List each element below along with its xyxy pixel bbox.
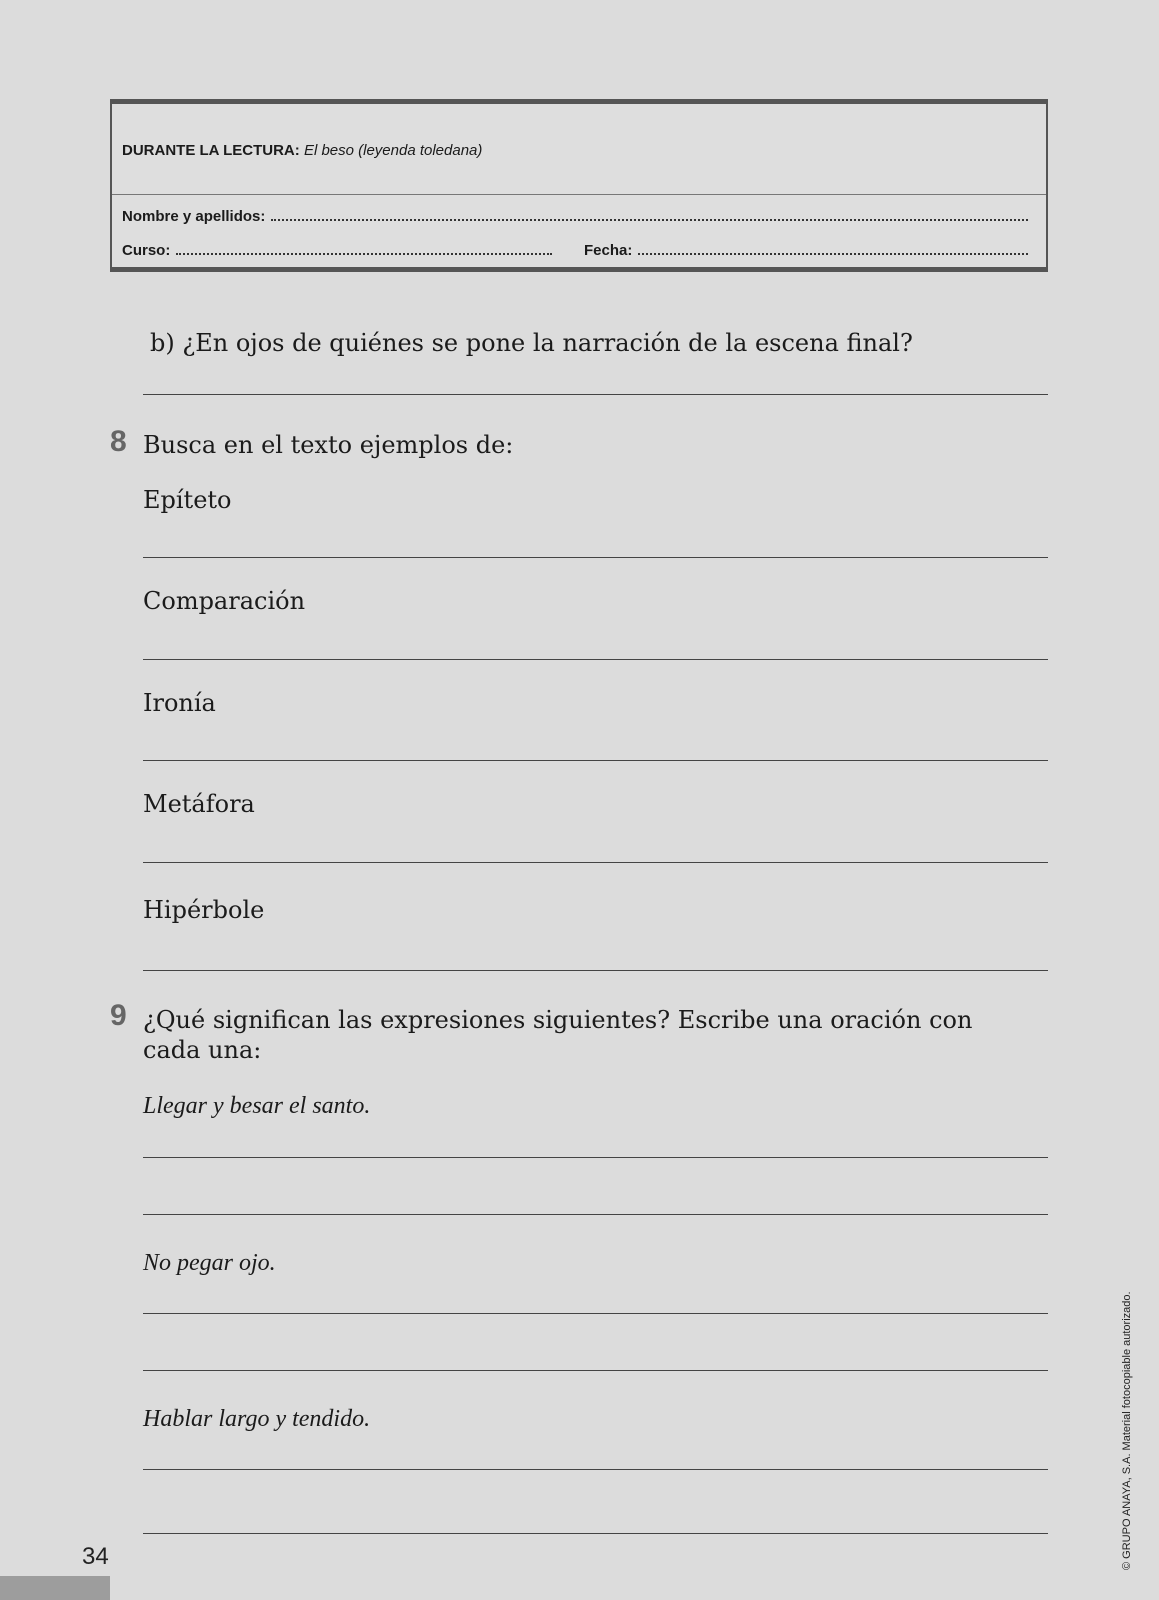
answer-line[interactable] [143, 862, 1048, 863]
answer-line[interactable] [143, 659, 1048, 660]
answer-line[interactable] [143, 760, 1048, 761]
date-label: Fecha: [584, 242, 633, 259]
expression-1: Llegar y besar el santo. [143, 1093, 371, 1119]
date-field[interactable] [584, 241, 1028, 259]
answer-line[interactable] [143, 557, 1048, 558]
expression-2: No pegar ojo. [143, 1250, 276, 1276]
answer-line[interactable] [143, 1370, 1048, 1371]
answer-line[interactable] [143, 1469, 1048, 1470]
copyright-notice: © GRUPO ANAYA, S.A. Material fotocopiable autorizado. [1121, 1291, 1133, 1570]
header-title [122, 142, 482, 159]
answer-line[interactable] [143, 394, 1048, 395]
question-8-prompt: Busca en el texto ejemplos de: [143, 431, 514, 459]
item-metafora: Metáfora [143, 790, 255, 818]
course-input-dots[interactable] [176, 241, 552, 255]
answer-line[interactable] [143, 970, 1048, 971]
expression-3: Hablar largo y tendido. [143, 1406, 371, 1432]
name-label: Nombre y apellidos: [122, 208, 266, 225]
course-label: Curso: [122, 242, 171, 259]
header-divider [112, 194, 1046, 195]
answer-line[interactable] [143, 1533, 1048, 1534]
question-9-prompt-line2: cada una: [143, 1036, 262, 1064]
reading-title: El beso (leyenda toledana) [303, 142, 483, 159]
question-9-number: 9 [110, 999, 127, 1032]
course-field[interactable] [122, 241, 552, 259]
item-epiteto: Epíteto [143, 486, 232, 514]
item-hiperbole: Hipérbole [143, 896, 265, 924]
question-7b-text: b) ¿En ojos de quiénes se pone la narración de la escena final? [150, 329, 913, 357]
answer-line[interactable] [143, 1313, 1048, 1314]
page-number: 34 [82, 1543, 109, 1570]
date-input-dots[interactable] [638, 241, 1028, 255]
question-8-number: 8 [110, 425, 127, 458]
item-ironia: Ironía [143, 689, 216, 717]
question-9-prompt-line1: ¿Qué significan las expresiones siguientes? Escribe una oración con [143, 1006, 973, 1034]
header-label: DURANTE LA LECTURA: [122, 142, 300, 159]
page-corner-bar [0, 1576, 110, 1600]
answer-line[interactable] [143, 1214, 1048, 1215]
answer-line[interactable] [143, 1157, 1048, 1158]
item-comparacion: Comparación [143, 587, 306, 615]
name-input-dots[interactable] [271, 207, 1028, 221]
name-field[interactable] [122, 207, 1028, 225]
header-box [110, 99, 1048, 272]
